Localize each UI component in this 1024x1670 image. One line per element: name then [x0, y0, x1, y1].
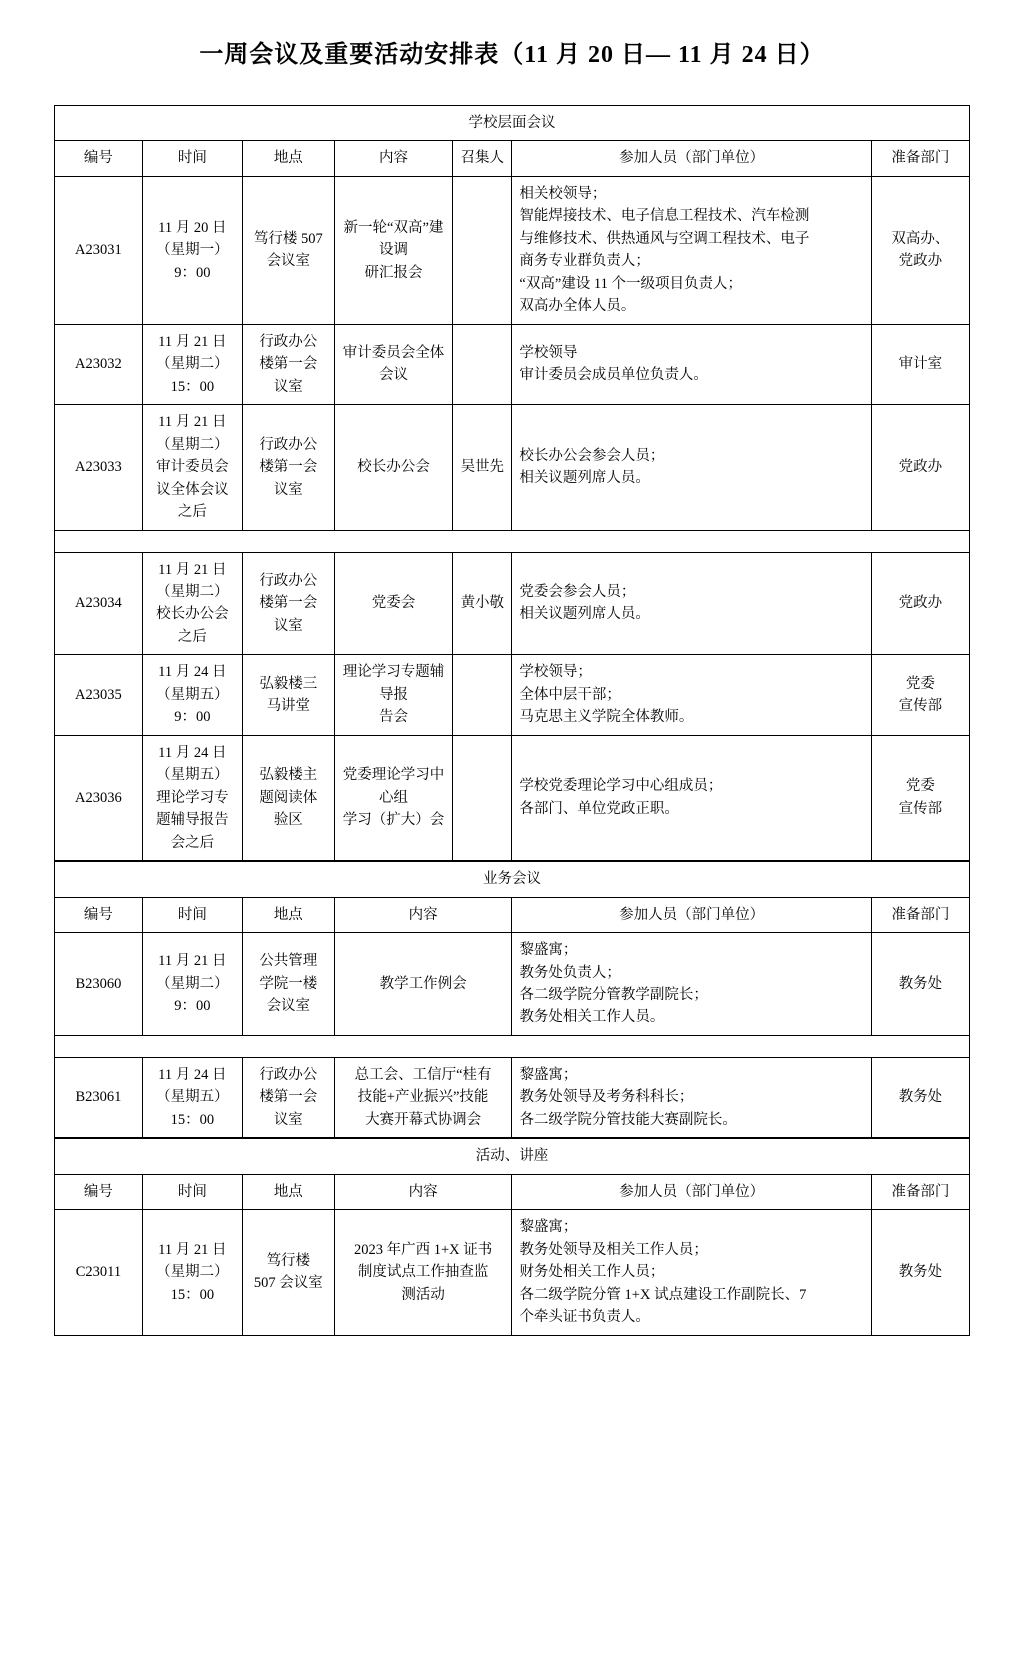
col-header-place: 地点 — [242, 1174, 334, 1209]
cell-time: 11 月 21 日 （星期二） 审计委员会 议全体会议 之后 — [142, 405, 242, 530]
cell-place: 笃行楼 507 会议室 — [242, 1210, 334, 1335]
cell-dept: 教务处 — [871, 1210, 969, 1335]
col-header-people: 参加人员（部门单位） — [512, 897, 871, 932]
cell-time: 11 月 21 日 （星期二） 15：00 — [142, 324, 242, 404]
col-header-convener: 召集人 — [453, 141, 512, 176]
cell-people: 黎盛寓； 教务处负责人； 各二级学院分管教学副院长； 教务处相关工作人员。 — [512, 933, 871, 1036]
section-heading: 学校层面会议 — [55, 106, 970, 141]
section-heading: 活动、讲座 — [55, 1139, 970, 1174]
cell-content: 理论学习专题辅导报 告会 — [334, 655, 452, 735]
cell-content: 2023 年广西 1+X 证书 制度试点工作抽查监 测活动 — [334, 1210, 512, 1335]
col-header-place: 地点 — [242, 141, 334, 176]
schedule-table — [54, 861, 970, 1138]
cell-content: 新一轮“双高”建设调 研汇报会 — [334, 176, 452, 324]
cell-time: 11 月 21 日 （星期二） 校长办公会 之后 — [142, 552, 242, 655]
cell-convener — [453, 735, 512, 860]
cell-content: 校长办公会 — [334, 405, 452, 530]
cell-content: 教学工作例会 — [334, 933, 512, 1036]
cell-content: 党委理论学习中心组 学习（扩大）会 — [334, 735, 452, 860]
cell-time: 11 月 21 日 （星期二） 15：00 — [142, 1210, 242, 1335]
table-row — [55, 933, 970, 1036]
table-gap-cell — [55, 1035, 970, 1057]
cell-id: A23036 — [55, 735, 143, 860]
cell-convener: 黄小敬 — [453, 552, 512, 655]
cell-place: 行政办公 楼第一会 议室 — [242, 405, 334, 530]
cell-content: 总工会、工信厅“桂有 技能+产业振兴”技能 大赛开幕式协调会 — [334, 1057, 512, 1137]
table-row — [55, 405, 970, 530]
cell-time: 11 月 24 日 （星期五） 9：00 — [142, 655, 242, 735]
cell-dept: 教务处 — [871, 1057, 969, 1137]
table-gap-row — [55, 1035, 970, 1057]
cell-place: 弘毅楼主 题阅读体 验区 — [242, 735, 334, 860]
col-header-dept: 准备部门 — [871, 1174, 969, 1209]
cell-people: 黎盛寓； 教务处领导及相关工作人员； 财务处相关工作人员； 各二级学院分管 1+X 试点建设工作副院长、7 个牵头证书负责人。 — [512, 1210, 871, 1335]
schedule-table — [54, 105, 970, 861]
schedule-tables — [54, 105, 970, 1336]
cell-people: 黎盛寓； 教务处领导及考务科科长； 各二级学院分管技能大赛副院长。 — [512, 1057, 871, 1137]
table-row — [55, 1057, 970, 1137]
cell-id: A23035 — [55, 655, 143, 735]
cell-time: 11 月 24 日 （星期五） 15：00 — [142, 1057, 242, 1137]
table-row — [55, 655, 970, 735]
cell-content: 审计委员会全体会议 — [334, 324, 452, 404]
col-header-id: 编号 — [55, 141, 143, 176]
col-header-dept: 准备部门 — [871, 897, 969, 932]
col-header-time: 时间 — [142, 897, 242, 932]
cell-people: 相关校领导； 智能焊接技术、电子信息工程技术、汽车检测 与维修技术、供热通风与空调工程技术、电子 商务专业群负责人； “双高”建设 11 个一级项目负责人； 双高办全体人员。 — [512, 176, 871, 324]
cell-convener — [453, 655, 512, 735]
cell-people: 学校领导 审计委员会成员单位负责人。 — [512, 324, 871, 404]
cell-time: 11 月 20 日 （星期一） 9：00 — [142, 176, 242, 324]
cell-id: A23031 — [55, 176, 143, 324]
table-gap-row — [55, 530, 970, 552]
cell-people: 学校党委理论学习中心组成员； 各部门、单位党政正职。 — [512, 735, 871, 860]
cell-id: B23061 — [55, 1057, 143, 1137]
col-header-people: 参加人员（部门单位） — [512, 1174, 871, 1209]
cell-time: 11 月 21 日 （星期二） 9：00 — [142, 933, 242, 1036]
cell-id: A23032 — [55, 324, 143, 404]
cell-place: 公共管理 学院一楼 会议室 — [242, 933, 334, 1036]
table-row — [55, 552, 970, 655]
page-title: 一周会议及重要活动安排表（11 月 20 日— 11 月 24 日） — [199, 42, 825, 68]
table-row — [55, 176, 970, 324]
cell-people: 校长办公会参会人员； 相关议题列席人员。 — [512, 405, 871, 530]
col-header-content: 内容 — [334, 1174, 512, 1209]
section-heading-row — [55, 106, 970, 141]
table-row — [55, 735, 970, 860]
col-header-people: 参加人员（部门单位） — [512, 141, 871, 176]
cell-place: 行政办公 楼第一会 议室 — [242, 1057, 334, 1137]
schedule-table — [54, 1138, 970, 1335]
col-header-place: 地点 — [242, 897, 334, 932]
col-header-time: 时间 — [142, 1174, 242, 1209]
cell-people: 党委会参会人员； 相关议题列席人员。 — [512, 552, 871, 655]
column-header-row — [55, 897, 970, 932]
section-heading-row — [55, 862, 970, 897]
col-header-id: 编号 — [55, 1174, 143, 1209]
cell-dept: 党政办 — [871, 552, 969, 655]
cell-convener: 吴世先 — [453, 405, 512, 530]
cell-place: 行政办公 楼第一会 议室 — [242, 552, 334, 655]
cell-id: A23033 — [55, 405, 143, 530]
table-gap-cell — [55, 530, 970, 552]
cell-dept: 党委 宣传部 — [871, 655, 969, 735]
cell-id: A23034 — [55, 552, 143, 655]
column-header-row — [55, 141, 970, 176]
cell-place: 行政办公 楼第一会 议室 — [242, 324, 334, 404]
col-header-id: 编号 — [55, 897, 143, 932]
cell-people: 学校领导； 全体中层干部； 马克思主义学院全体教师。 — [512, 655, 871, 735]
cell-dept: 审计室 — [871, 324, 969, 404]
cell-content: 党委会 — [334, 552, 452, 655]
col-header-content: 内容 — [334, 141, 452, 176]
cell-convener — [453, 324, 512, 404]
cell-place: 笃行楼 507 会议室 — [242, 176, 334, 324]
cell-id: B23060 — [55, 933, 143, 1036]
cell-place: 弘毅楼三 马讲堂 — [242, 655, 334, 735]
col-header-content: 内容 — [334, 897, 512, 932]
table-row — [55, 1210, 970, 1335]
cell-dept: 双高办、 党政办 — [871, 176, 969, 324]
section-heading-row — [55, 1139, 970, 1174]
cell-convener — [453, 176, 512, 324]
col-header-dept: 准备部门 — [871, 141, 969, 176]
cell-dept: 党委 宣传部 — [871, 735, 969, 860]
table-row — [55, 324, 970, 404]
section-heading: 业务会议 — [55, 862, 970, 897]
cell-time: 11 月 24 日 （星期五） 理论学习专 题辅导报告 会之后 — [142, 735, 242, 860]
cell-dept: 党政办 — [871, 405, 969, 530]
column-header-row — [55, 1174, 970, 1209]
cell-dept: 教务处 — [871, 933, 969, 1036]
cell-id: C23011 — [55, 1210, 143, 1335]
col-header-time: 时间 — [142, 141, 242, 176]
